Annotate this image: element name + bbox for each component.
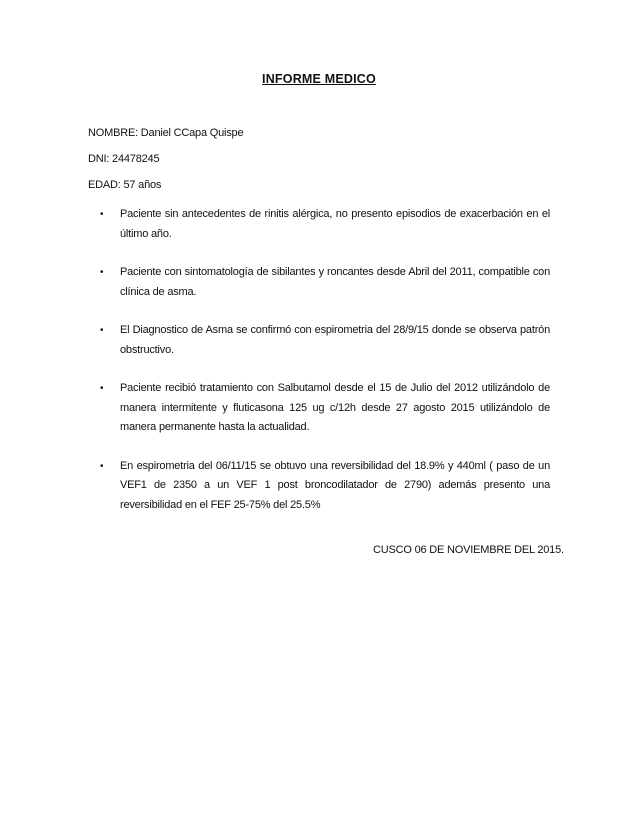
list-item: [88, 321, 550, 360]
list-item-text: Paciente recibió tratamiento con Salbutamol desde el 15 de Julio del 2012 utilizándolo de manera intermitente y fluticasona 125 ug c/12h desde 27 agosto 2015 utilizándolo de manera permanente hasta la actualidad.: [120, 382, 550, 433]
list-item-text: En espirometria del 06/11/15 se obtuvo una reversibilidad del 18.9% y 440ml ( paso de un VEF1 de 2350 a un VEF 1 post broncodilatador de 2790) además presento una reversibilidad en el FEF 25-75% del 25.5%: [120, 459, 550, 511]
list-item-text: El Diagnostico de Asma se confirmó con espirometria del 28/9/15 donde se observa patrón obstructivo.: [120, 324, 550, 356]
bullet-icon: •: [100, 383, 104, 394]
bullet-icon: •: [100, 267, 104, 278]
patient-name: NOMBRE: Daniel CCapa Quispe: [88, 127, 244, 139]
bullet-icon: •: [100, 209, 104, 220]
bullet-icon: •: [100, 460, 104, 472]
patient-age: EDAD: 57 años: [88, 179, 162, 191]
list-item: [88, 457, 550, 516]
findings-list: [88, 205, 550, 534]
list-item: [88, 379, 550, 438]
list-item: [88, 205, 550, 244]
document-title: INFORME MEDICO: [262, 72, 376, 86]
bullet-icon: •: [100, 325, 104, 336]
place-date-signoff: CUSCO 06 DE NOVIEMBRE DEL 2015.: [373, 544, 564, 556]
list-item-text: Paciente sin antecedentes de rinitis alérgica, no presento episodios de exacerbación en el último año.: [120, 208, 550, 240]
patient-dni: DNI: 24478245: [88, 153, 160, 165]
list-item: [88, 263, 550, 302]
list-item-text: Paciente con sintomatología de sibilantes y roncantes desde Abril del 2011, compatible con clínica de asma.: [120, 266, 550, 298]
